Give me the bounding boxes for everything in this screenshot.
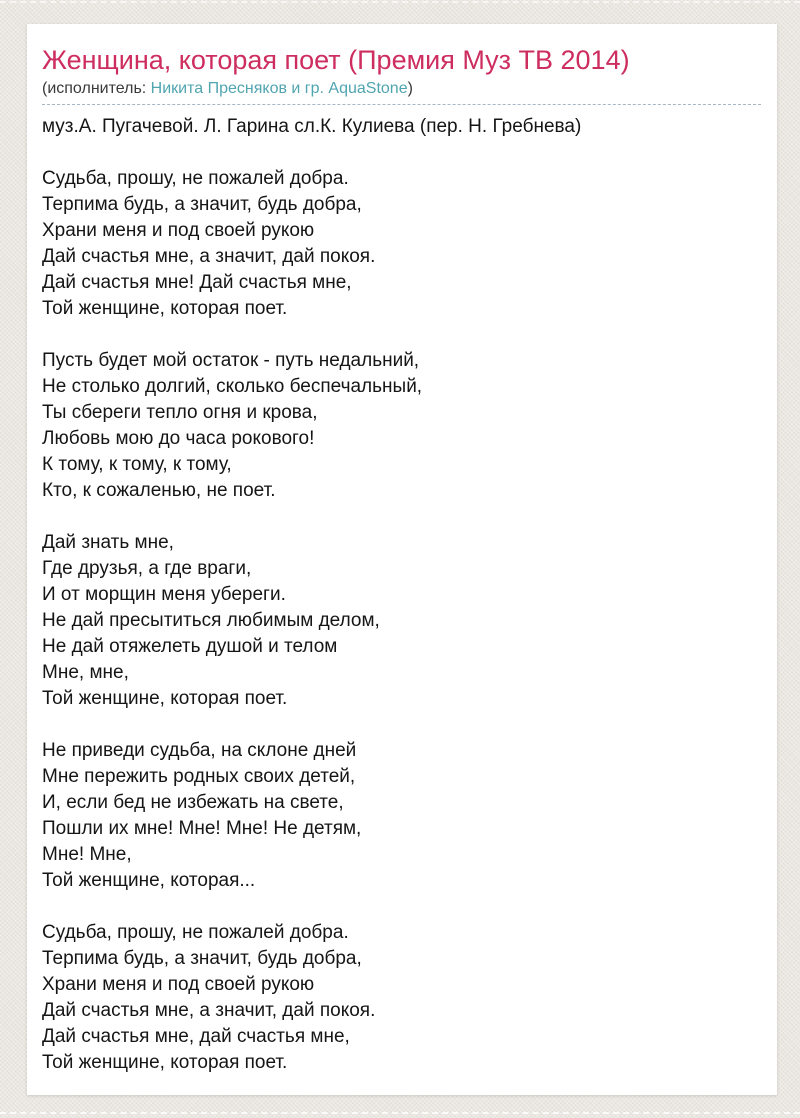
lyric-line: Мне, мне, (42, 662, 129, 683)
lyric-line: Дай счастья мне! Дай счастья мне, (42, 272, 352, 293)
lyric-line: И от морщин меня убереги. (42, 584, 286, 605)
lyric-line: Судьба, прошу, не пожалей добра. (42, 168, 349, 189)
stanza-1 (42, 166, 761, 322)
lyric-line: И, если бед не избежать на свете, (42, 792, 344, 813)
lyric-line: Храни меня и под своей рукою (42, 974, 315, 995)
artist-link[interactable]: Никита Пресняков и гр. AquaStone (150, 80, 408, 97)
lyric-line: К тому, к тому, к тому, (42, 454, 232, 475)
lyrics-card (27, 24, 777, 1095)
lyric-line: Той женщине, которая поет. (42, 688, 288, 709)
lyric-line: Не дай пресытиться любимым делом, (42, 610, 380, 631)
artist-prefix: (исполнитель: (42, 80, 151, 97)
lyric-line: Ты сбереги тепло огня и крова, (42, 402, 318, 423)
lyric-line: Мне пережить родных своих детей, (42, 766, 356, 787)
stanza-2 (42, 348, 761, 504)
lyric-line: Пусть будет мой остаток - путь недальний, (42, 350, 420, 371)
lyric-line: Кто, к сожаленью, не поет. (42, 480, 276, 501)
lyric-line: Мне! Мне, (42, 844, 132, 865)
lyric-line: Той женщине, которая поет. (42, 298, 288, 319)
lyric-line: Где друзья, а где враги, (42, 558, 252, 579)
artist-line (42, 80, 761, 105)
stanza-5 (42, 920, 761, 1076)
lyric-line: Дай знать мне, (42, 532, 174, 553)
lyric-line: Не приведи судьба, на склоне дней (42, 740, 357, 761)
bottom-dashed-texture-line (0, 1112, 800, 1114)
lyric-line: Пошли их мне! Мне! Мне! Не детям, (42, 818, 362, 839)
lyric-line: Терпима будь, а значит, будь добра, (42, 948, 362, 969)
lyric-line: Дай счастья мне, а значит, дай покоя. (42, 1000, 376, 1021)
artist-suffix: ) (407, 80, 413, 97)
top-dashed-texture-line (0, 1, 800, 3)
stanza-3 (42, 530, 761, 712)
lyrics-text (42, 114, 761, 1076)
stanza-4 (42, 738, 761, 894)
lyric-line: Любовь мою до часа рокового! (42, 428, 315, 449)
lyric-line: Дай счастья мне, а значит, дай покоя. (42, 246, 376, 267)
lyric-line: Не дай отяжелеть душой и телом (42, 636, 338, 657)
credits-line: муз.А. Пугачевой. Л. Гарина сл.К. Кулиева (пер. Н. Гребнева) (42, 116, 582, 137)
lyric-line: Судьба, прошу, не пожалей добра. (42, 922, 349, 943)
lyric-line: Не столько долгий, сколько беспечальный, (42, 376, 423, 397)
lyric-line: Храни меня и под своей рукою (42, 220, 315, 241)
lyric-line: Той женщине, которая... (42, 870, 256, 891)
lyric-line: Дай счастья мне, дай счастья мне, (42, 1026, 350, 1047)
lyric-line: Той женщине, которая поет. (42, 1052, 288, 1073)
lyric-line: Терпима будь, а значит, будь добра, (42, 194, 362, 215)
page-title: Женщина, которая поет (Премия Муз ТВ 2014) (42, 45, 630, 75)
